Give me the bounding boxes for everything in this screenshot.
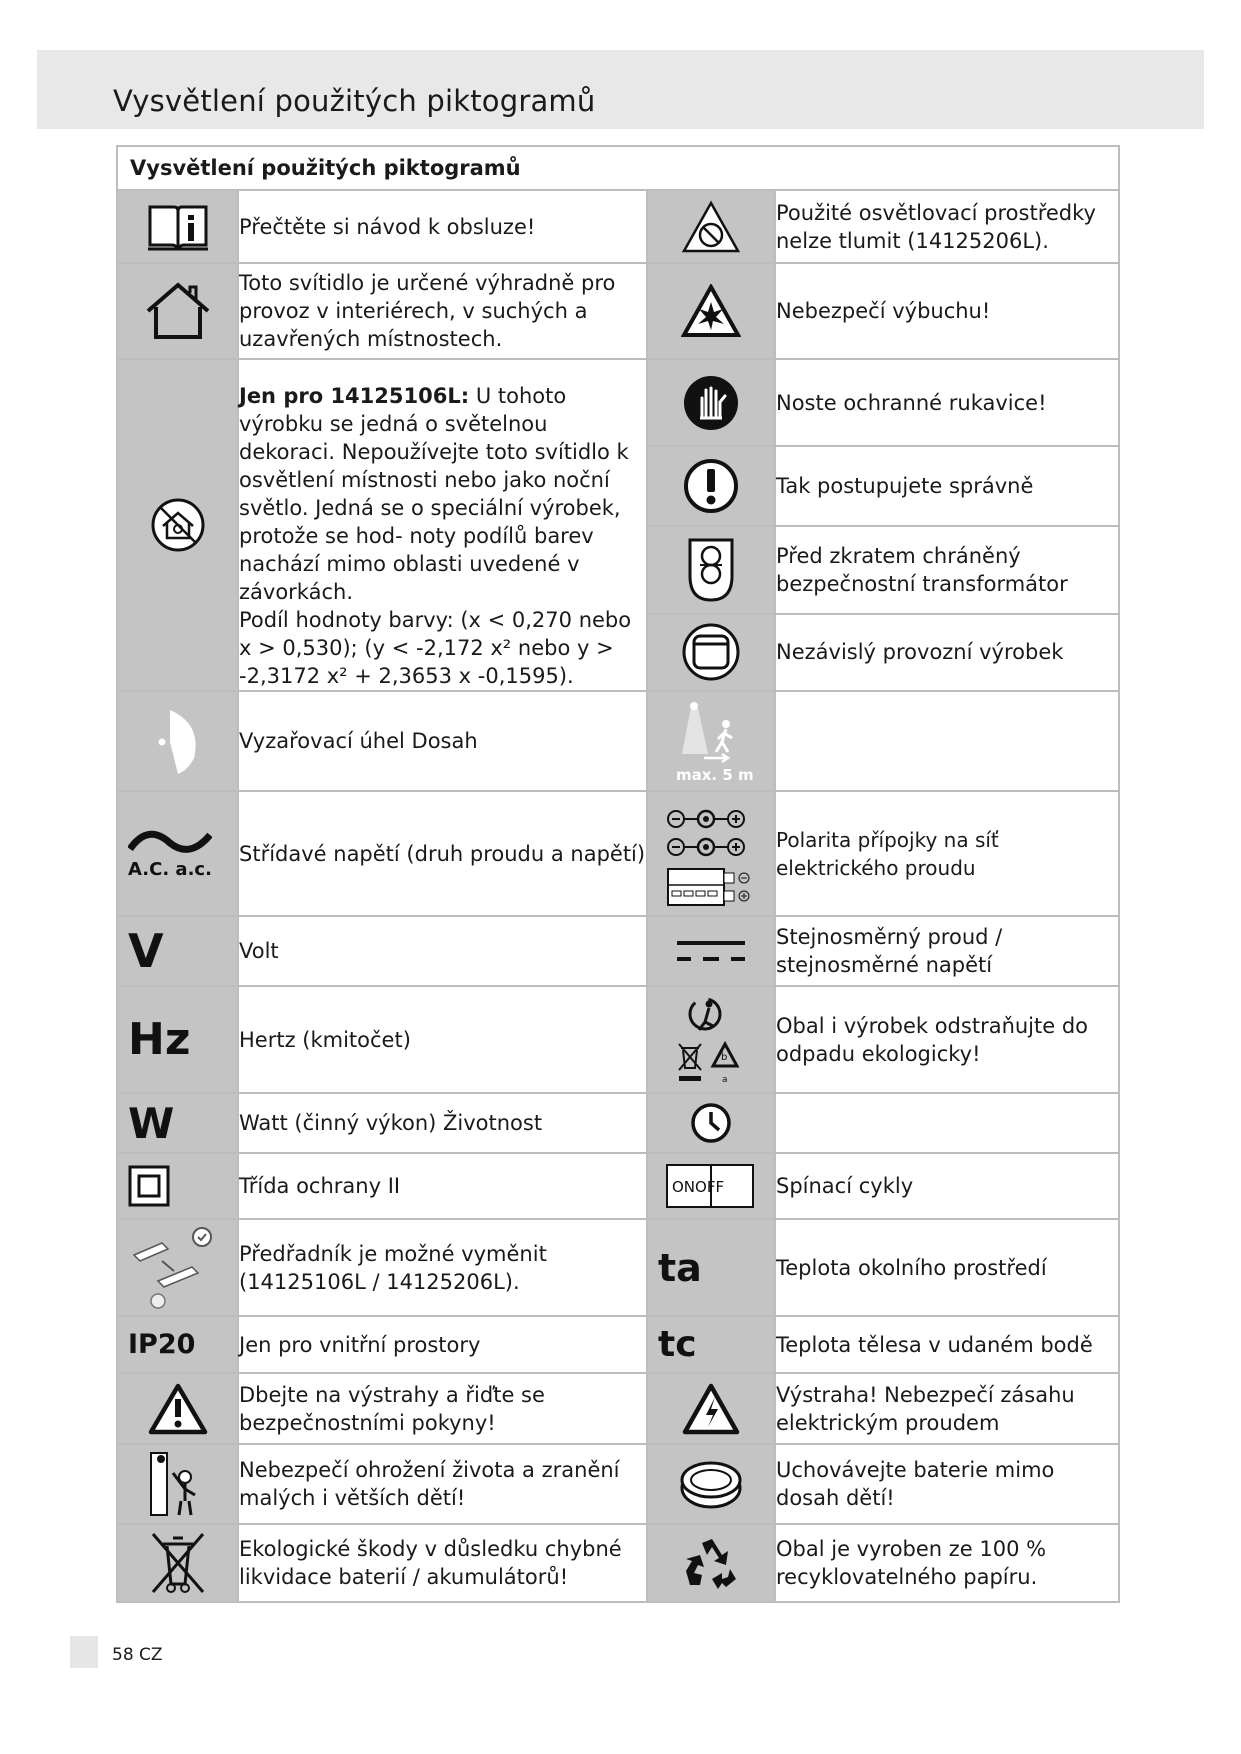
ambient-temperature-text: Teplota okolního prostředí	[775, 1219, 1119, 1316]
table-row	[117, 1219, 1119, 1316]
table-row	[117, 986, 1119, 1093]
warning-triangle-icon	[117, 1373, 238, 1444]
table-row	[117, 791, 1119, 916]
alternating-current-icon	[117, 791, 238, 916]
direct-current-text: Stejnosměrný proud / stejnosměrné napětí	[775, 916, 1119, 986]
clock-text	[775, 1093, 1119, 1153]
pictogram-table	[116, 145, 1120, 1603]
ip20-icon	[117, 1316, 238, 1373]
ac-label: A.C. a.c.	[128, 859, 212, 880]
table-row	[117, 1444, 1119, 1524]
no-dimming-icon	[647, 190, 775, 263]
beam-angle-text: Vyzařovací úhel Dosah	[238, 691, 647, 791]
table-row	[117, 1153, 1119, 1219]
table-row	[117, 263, 1119, 359]
independent-device-text: Nezávislý provozní výrobek	[775, 614, 1119, 691]
polarity-text: Polarita přípojky na síť elektrického proudu	[775, 791, 1119, 916]
protective-gloves-text: Noste ochranné rukavice!	[775, 359, 1119, 446]
crossed-bin-text: Ekologické škody v důsledku chybné likvidace baterií / akumulátorů!	[238, 1524, 647, 1602]
indoor-use-house-icon	[117, 263, 238, 359]
exclamation-icon	[647, 446, 775, 525]
watt-icon	[117, 1093, 238, 1153]
table-row	[117, 916, 1119, 986]
color-share-text: Podíl hodnoty barvy: (x < 0,270 nebo x > 0,530); (y < -2,172 x² nebo y > -2,3172 x² + 2,3653 x -0,1595).	[239, 608, 632, 688]
hertz-label: Hz	[128, 1014, 191, 1065]
ambient-temperature-icon	[647, 1219, 775, 1316]
protective-gloves-icon	[647, 359, 775, 446]
ta-label: ta	[658, 1245, 702, 1290]
no-dimming-text: Použité osvětlovací prostředky nelze tlumit (14125206L).	[775, 190, 1119, 263]
hertz-text: Hertz (kmitočet)	[238, 986, 647, 1093]
page-title: Vysvětlení použitých piktogramů	[113, 84, 596, 118]
footer-marker	[70, 1636, 98, 1668]
on-off-icon	[647, 1153, 775, 1219]
eco-disposal-icon	[647, 986, 775, 1093]
button-battery-text: Uchovávejte baterie mimo dosah dětí!	[775, 1444, 1119, 1524]
beam-angle-icon	[117, 691, 238, 791]
exclamation-text: Tak postupujete správně	[775, 446, 1119, 525]
table-row	[117, 1373, 1119, 1444]
electric-shock-icon	[647, 1373, 775, 1444]
on-off-label: ONOFF	[672, 1178, 725, 1196]
page-footer	[112, 1645, 163, 1665]
polarity-icon	[647, 791, 775, 916]
case-temperature-icon	[647, 1316, 775, 1373]
hertz-icon	[117, 986, 238, 1093]
language-code: CZ	[139, 1645, 163, 1665]
child-danger-text: Nebezpečí ohrožení života a zranění malých i větších dětí!	[238, 1444, 647, 1524]
table-title: Vysvětlení použitých piktogramů	[117, 146, 1119, 190]
volt-icon	[117, 916, 238, 986]
direct-current-icon	[647, 916, 775, 986]
button-battery-icon	[647, 1444, 775, 1524]
page-number: 58	[112, 1645, 134, 1665]
range-text	[775, 691, 1119, 791]
replaceable-ballast-text: Předřadník je možné vyměnit (14125106L / 14125206L).	[238, 1219, 647, 1316]
table-row	[117, 1316, 1119, 1373]
protection-class-text: Třída ochrany II	[238, 1153, 647, 1219]
watt-text: Watt (činný výkon) Životnost	[238, 1093, 647, 1153]
table-row	[117, 190, 1119, 263]
svg-text:b: b	[721, 1051, 728, 1063]
svg-text:a: a	[722, 1074, 728, 1085]
crossed-bin-icon	[117, 1524, 238, 1602]
not-for-room-lighting-icon	[117, 359, 238, 691]
safety-transformer-text: Před zkratem chráněný bezpečnostní transformátor	[775, 526, 1119, 614]
table-row	[117, 359, 1119, 446]
recycle-text: Obal je vyroben ze 100 % recyklovatelného papíru.	[775, 1524, 1119, 1602]
range-label: max. 5 m	[676, 766, 754, 784]
decoration-info-lead: Jen pro 14125106L:	[239, 384, 470, 408]
range-detection-icon	[647, 691, 775, 791]
read-manual-text: Přečtěte si návod k obsluze!	[238, 190, 647, 263]
ip20-label: IP20	[128, 1329, 196, 1360]
table-row	[117, 691, 1119, 791]
on-off-text: Spínací cykly	[775, 1153, 1119, 1219]
electric-shock-text: Výstraha! Nebezpečí zásahu elektrickým proudem	[775, 1373, 1119, 1444]
clock-icon	[647, 1093, 775, 1153]
volt-text: Volt	[238, 916, 647, 986]
explosion-warning-icon	[647, 263, 775, 359]
alternating-current-text: Střídavé napětí (druh proudu a napětí)	[238, 791, 647, 916]
watt-label: W	[128, 1098, 175, 1148]
independent-device-icon	[647, 614, 775, 691]
decoration-info-text	[238, 359, 647, 691]
indoor-use-text: Toto svítidlo je určené výhradně pro provoz v interiérech, v suchých a uzavřených místnostech.	[238, 263, 647, 359]
protection-class-ii-icon	[117, 1153, 238, 1219]
recycle-icon	[647, 1524, 775, 1602]
volt-label: V	[128, 924, 164, 978]
case-temperature-text: Teplota tělesa v udaném bodě	[775, 1316, 1119, 1373]
eco-disposal-text: Obal i výrobek odstraňujte do odpadu ekologicky!	[775, 986, 1119, 1093]
table-row	[117, 1524, 1119, 1602]
tc-label: tc	[658, 1324, 697, 1365]
warning-text: Dbejte na výstrahy a řiďte se bezpečnostními pokyny!	[238, 1373, 647, 1444]
replaceable-ballast-icon	[117, 1219, 238, 1316]
decoration-info-body: U tohoto výrobku se jedná o světelnou dekoraci. Nepoužívejte toto svítidlo k osvětlení místnosti nebo jako noční světlo. Jedná se o speciální výrobek, protože se hod- noty podílů barev nachází mimo oblasti uvedené v závorkách.	[239, 384, 629, 604]
ip20-text: Jen pro vnitřní prostory	[238, 1316, 647, 1373]
table-row	[117, 1093, 1119, 1153]
safety-transformer-icon	[647, 526, 775, 614]
child-danger-icon	[117, 1444, 238, 1524]
read-manual-icon	[117, 190, 238, 263]
explosion-warning-text: Nebezpečí výbuchu!	[775, 263, 1119, 359]
